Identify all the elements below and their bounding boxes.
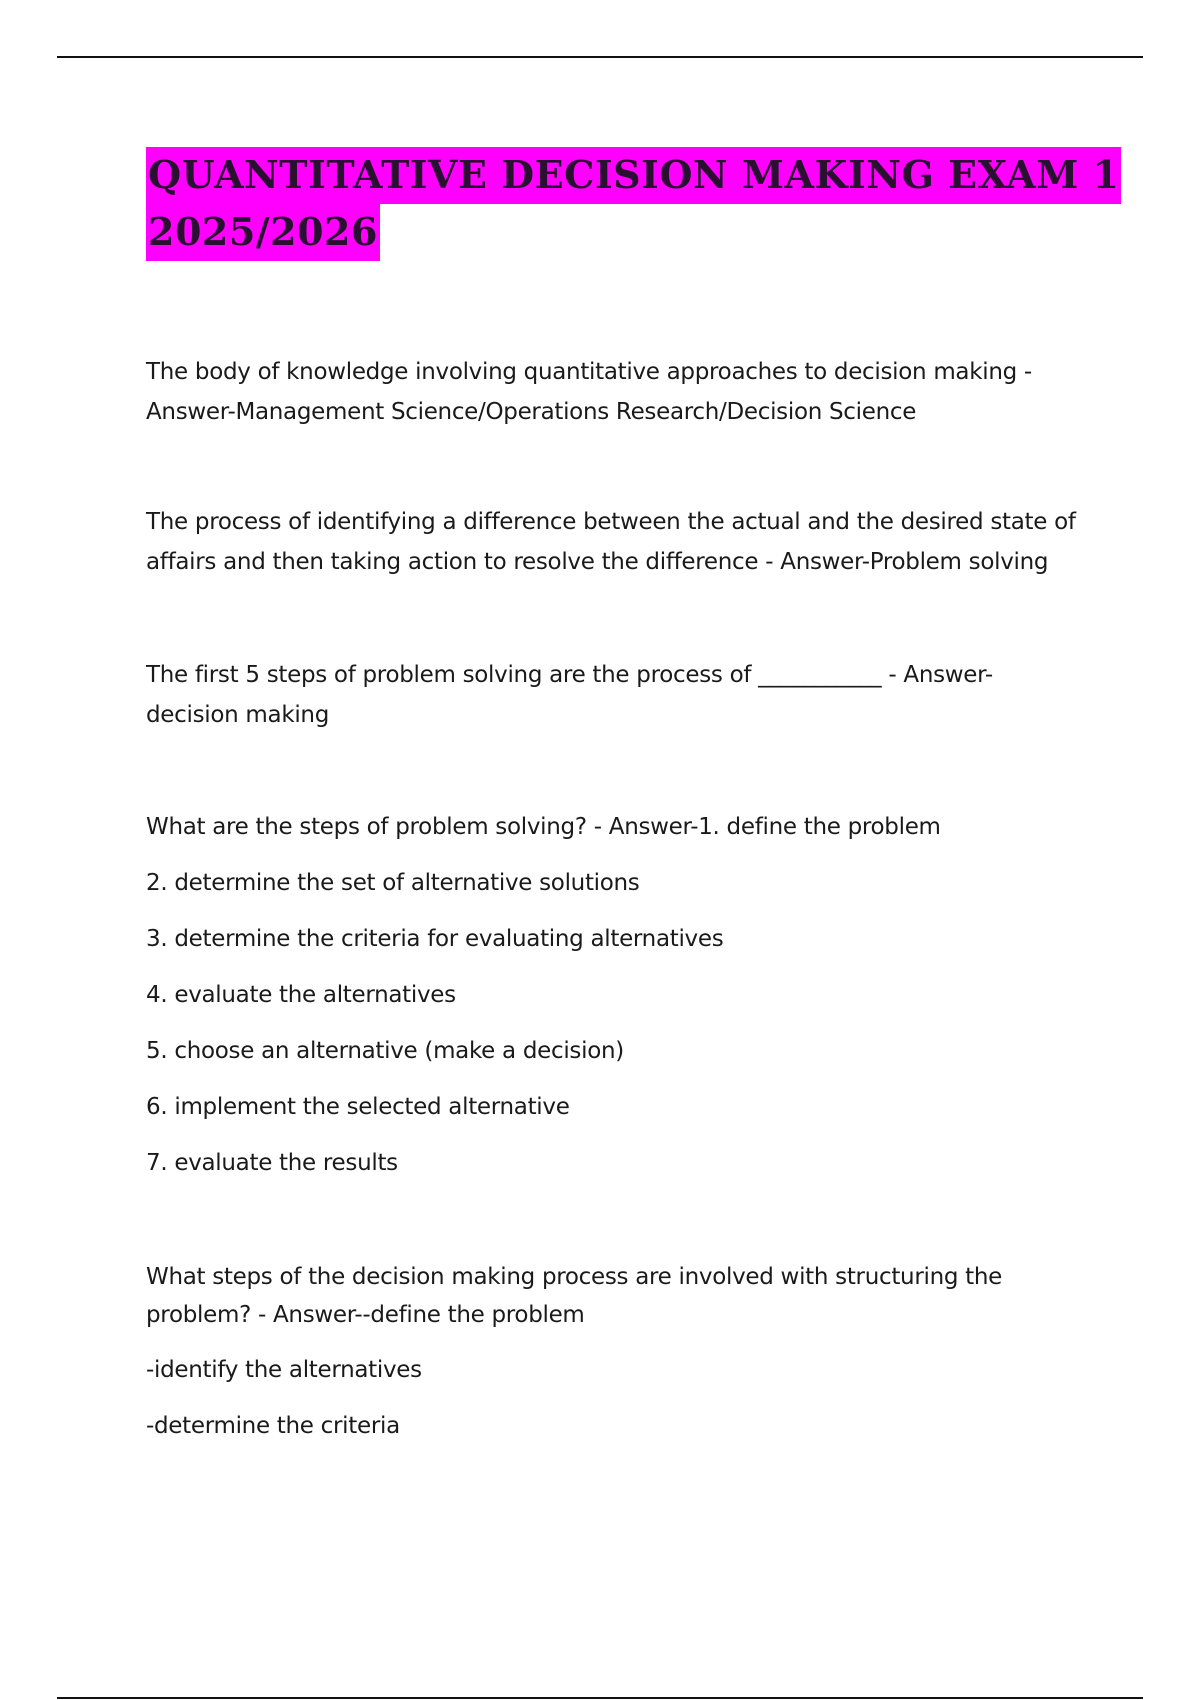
list-item: 5. choose an alternative (make a decision) [146,1038,624,1064]
qa-item-5 [146,1258,1106,1462]
list-item: 6. implement the selected alternative [146,1094,570,1120]
list-item: 7. evaluate the results [146,1150,398,1176]
qa-item-3 [146,655,1106,735]
list-item: -determine the criteria [146,1413,400,1439]
list-item: 3. determine the criteria for evaluating alternatives [146,926,724,952]
qa-line: Answer-Management Science/Operations Research/Decision Science [146,399,917,425]
qa-item-2 [146,502,1106,582]
qa-line: problem? - Answer--define the problem [146,1302,585,1328]
title-line-2: 2025/2026 [146,204,380,261]
list-item: 4. evaluate the alternatives [146,982,456,1008]
qa-question: What are the steps of problem solving? - Answer-1. define the problem [146,814,941,840]
bottom-divider [57,1697,1143,1699]
qa-line: The body of knowledge involving quantitative approaches to decision making - [146,359,1032,385]
qa-line: The process of identifying a difference between the actual and the desired state of [146,509,1076,535]
top-divider [57,56,1143,58]
list-item: -identify the alternatives [146,1357,422,1383]
qa-line: The first 5 steps of problem solving are the process of ___________ - Answer- [146,662,993,688]
qa-line: decision making [146,702,330,728]
document-title [146,147,1120,261]
title-line-1: QUANTITATIVE DECISION MAKING EXAM 1 [146,147,1121,204]
list-item: 2. determine the set of alternative solutions [146,870,640,896]
qa-line: affairs and then taking action to resolve the difference - Answer-Problem solving [146,549,1049,575]
qa-line: What steps of the decision making process are involved with structuring the [146,1264,1003,1290]
qa-item-4 [146,807,1106,1199]
qa-item-1 [146,352,1106,432]
